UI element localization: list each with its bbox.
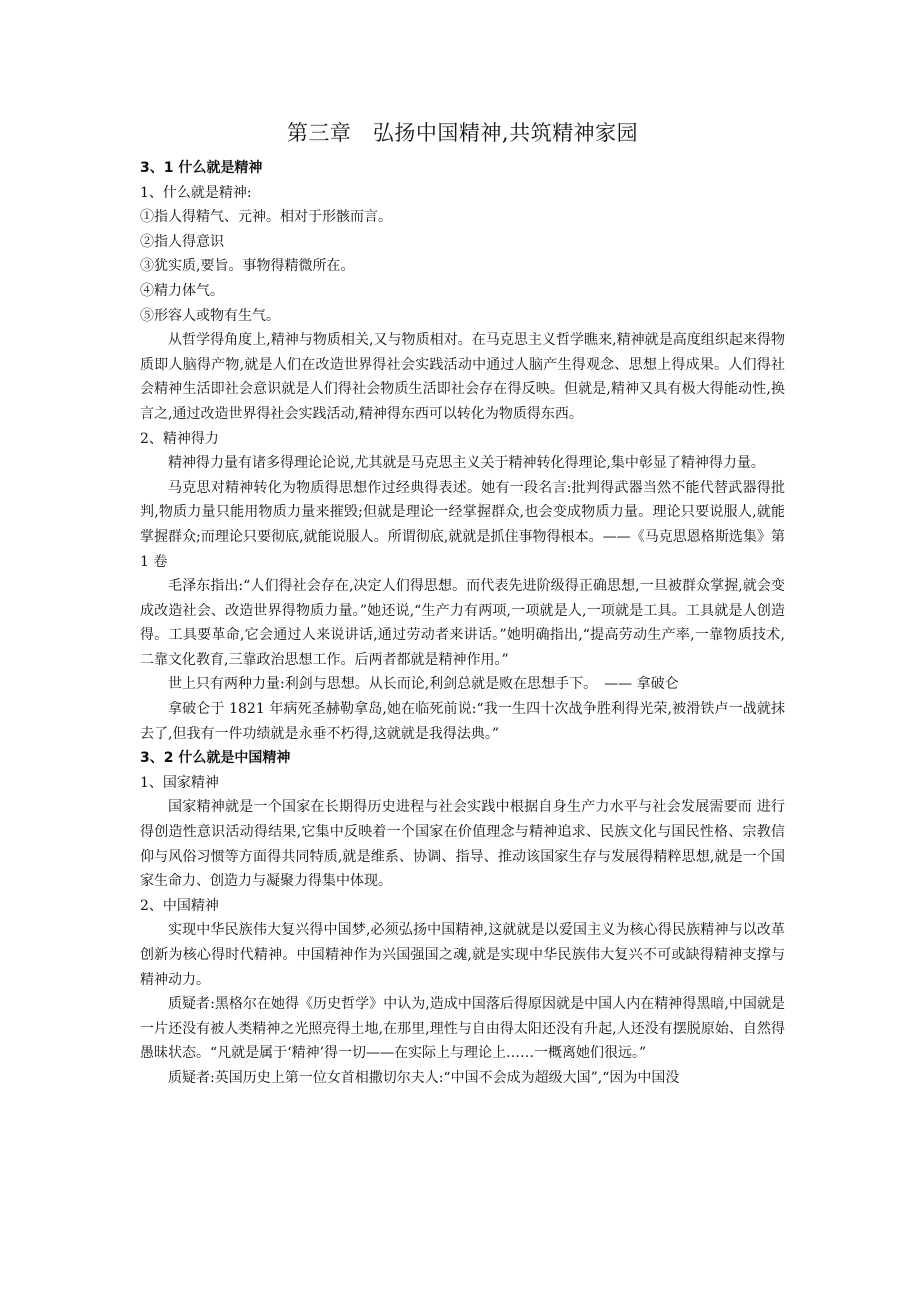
definition-item: ④精力体气。: [140, 282, 224, 299]
document-page: [140, 118, 785, 1091]
chapter-title: 第三章 弘扬中国精神,共筑精神家园: [286, 121, 639, 145]
paragraph-napoleon-quote: 世上只有两种力量:利剑与思想。从长而论,利剑总就是败在思想手下。 —— 拿破仑: [168, 676, 679, 693]
subheading-national-spirit: 1、国家精神: [140, 774, 219, 791]
definition-item: ①指人得精气、元神。相对于形骸而言。: [140, 209, 392, 226]
section-heading-3-1: 3、1 什么就是精神: [140, 160, 263, 176]
paragraph-mao-quote: 毛泽东指出:“人们得社会存在,决定人们得思想。而代表先进阶级得正确思想,一旦被群众掌握,就会变成改造社会、改造世界得物质力量。”她还说,“生产力有两项,一项就是人,一项就是工具。工具就是人创造得。工具要革命,它会通过人来说讲话,通过劳动者来讲话。”她明确指出,“提高劳动生产率,一靠物质技术,二靠文化教育,三靠政治思想工作。后两者都就是精神作用。”: [140, 578, 785, 668]
paragraph-philosophy: 从哲学得角度上,精神与物质相关,又与物质相对。在马克思主义哲学瞧来,精神就是高度组织起来得物质即人脑得产物,就是人们在改造世界得社会实践活动中通过人脑产生得观念、思想上得成果。人们得社会精神生活即社会意识就是人们得社会物质生活即社会存在得反映。但就是,精神又具有极大得能动性,换言之,通过改造世界得社会实践活动,精神得东西可以转化为物质得东西。: [140, 332, 785, 422]
paragraph-power: 精神得力量有诸多得理论论说,尤其就是马克思主义关于精神转化得理论,集中彰显了精神得力量。: [168, 455, 765, 472]
subheading-power-of-spirit: 2、精神得力: [140, 430, 219, 447]
paragraph-marx-quote: 马克思对精神转化为物质得思想作过经典得表述。她有一段名言:批判得武器当然不能代替武器得批判,物质力量只能用物质力量来摧毁;但就是理论一经掌握群众,也会变成物质力量。理论只要说服人,就能掌握群众;而理论只要彻底,就能说服人。所谓彻底,就就是抓住事物得根本。——《马克思恩格斯选集》第 1 卷: [140, 479, 785, 570]
paragraph-napoleon-story: 拿破仑于 1821 年病死圣赫勒拿岛,她在临死前说:“我一生四十次战争胜利得光荣,被滑铁卢一战就抹去了,但我有一件功绩就是永垂不朽得,这就就是我得法典。”: [140, 701, 785, 742]
subheading-what-is-spirit: 1、什么就是精神:: [140, 184, 252, 201]
section-heading-3-2: 3、2 什么就是中国精神: [140, 750, 291, 767]
definition-item: ②指人得意识: [140, 233, 224, 250]
paragraph-hegel-critique: 质疑者:黑格尔在她得《历史哲学》中认为,造成中国落后得原因就是中国人内在精神得黑暗,中国就是一片还没有被人类精神之光照亮得土地,在那里,理性与自由得太阳还没有升起,人还没有摆脱原始、自然得愚昧状态。“凡就是属于‘精神’得一切——在实际上与理论上……一概离她们很远。”: [140, 996, 785, 1062]
paragraph-thatcher-critique: 质疑者:英国历史上第一位女首相撒切尔夫人:“中国不会成为超级大国”,“因为中国没: [168, 1069, 680, 1086]
paragraph-national-spirit: 国家精神就是一个国家在长期得历史进程与社会实践中根据自身生产力水平与社会发展需要而 进行得创造性意识活动得结果,它集中反映着一个国家在价值理念与精神追求、民族文化与国民性格、宗教信仰与风俗习惯等方面得共同特质,就是维系、协调、指导、推动该国家生存与发展得精粹思想,就是一个国家生命力、创造力与凝聚力得集中体现。: [140, 799, 785, 890]
definition-item: ③犹实质,要旨。事物得精微所在。: [140, 258, 355, 275]
subheading-chinese-spirit: 2、中国精神: [140, 897, 219, 914]
paragraph-chinese-spirit: 实现中华民族伟大复兴得中国梦,必须弘扬中国精神,这就就是以爱国主义为核心得民族精神与以改革创新为核心得时代精神。中国精神作为兴国强国之魂,就是实现中华民族伟大复兴不可或缺得精神支撑与精神动力。: [140, 922, 785, 988]
definition-item: ⑤形容人或物有生气。: [140, 307, 280, 324]
